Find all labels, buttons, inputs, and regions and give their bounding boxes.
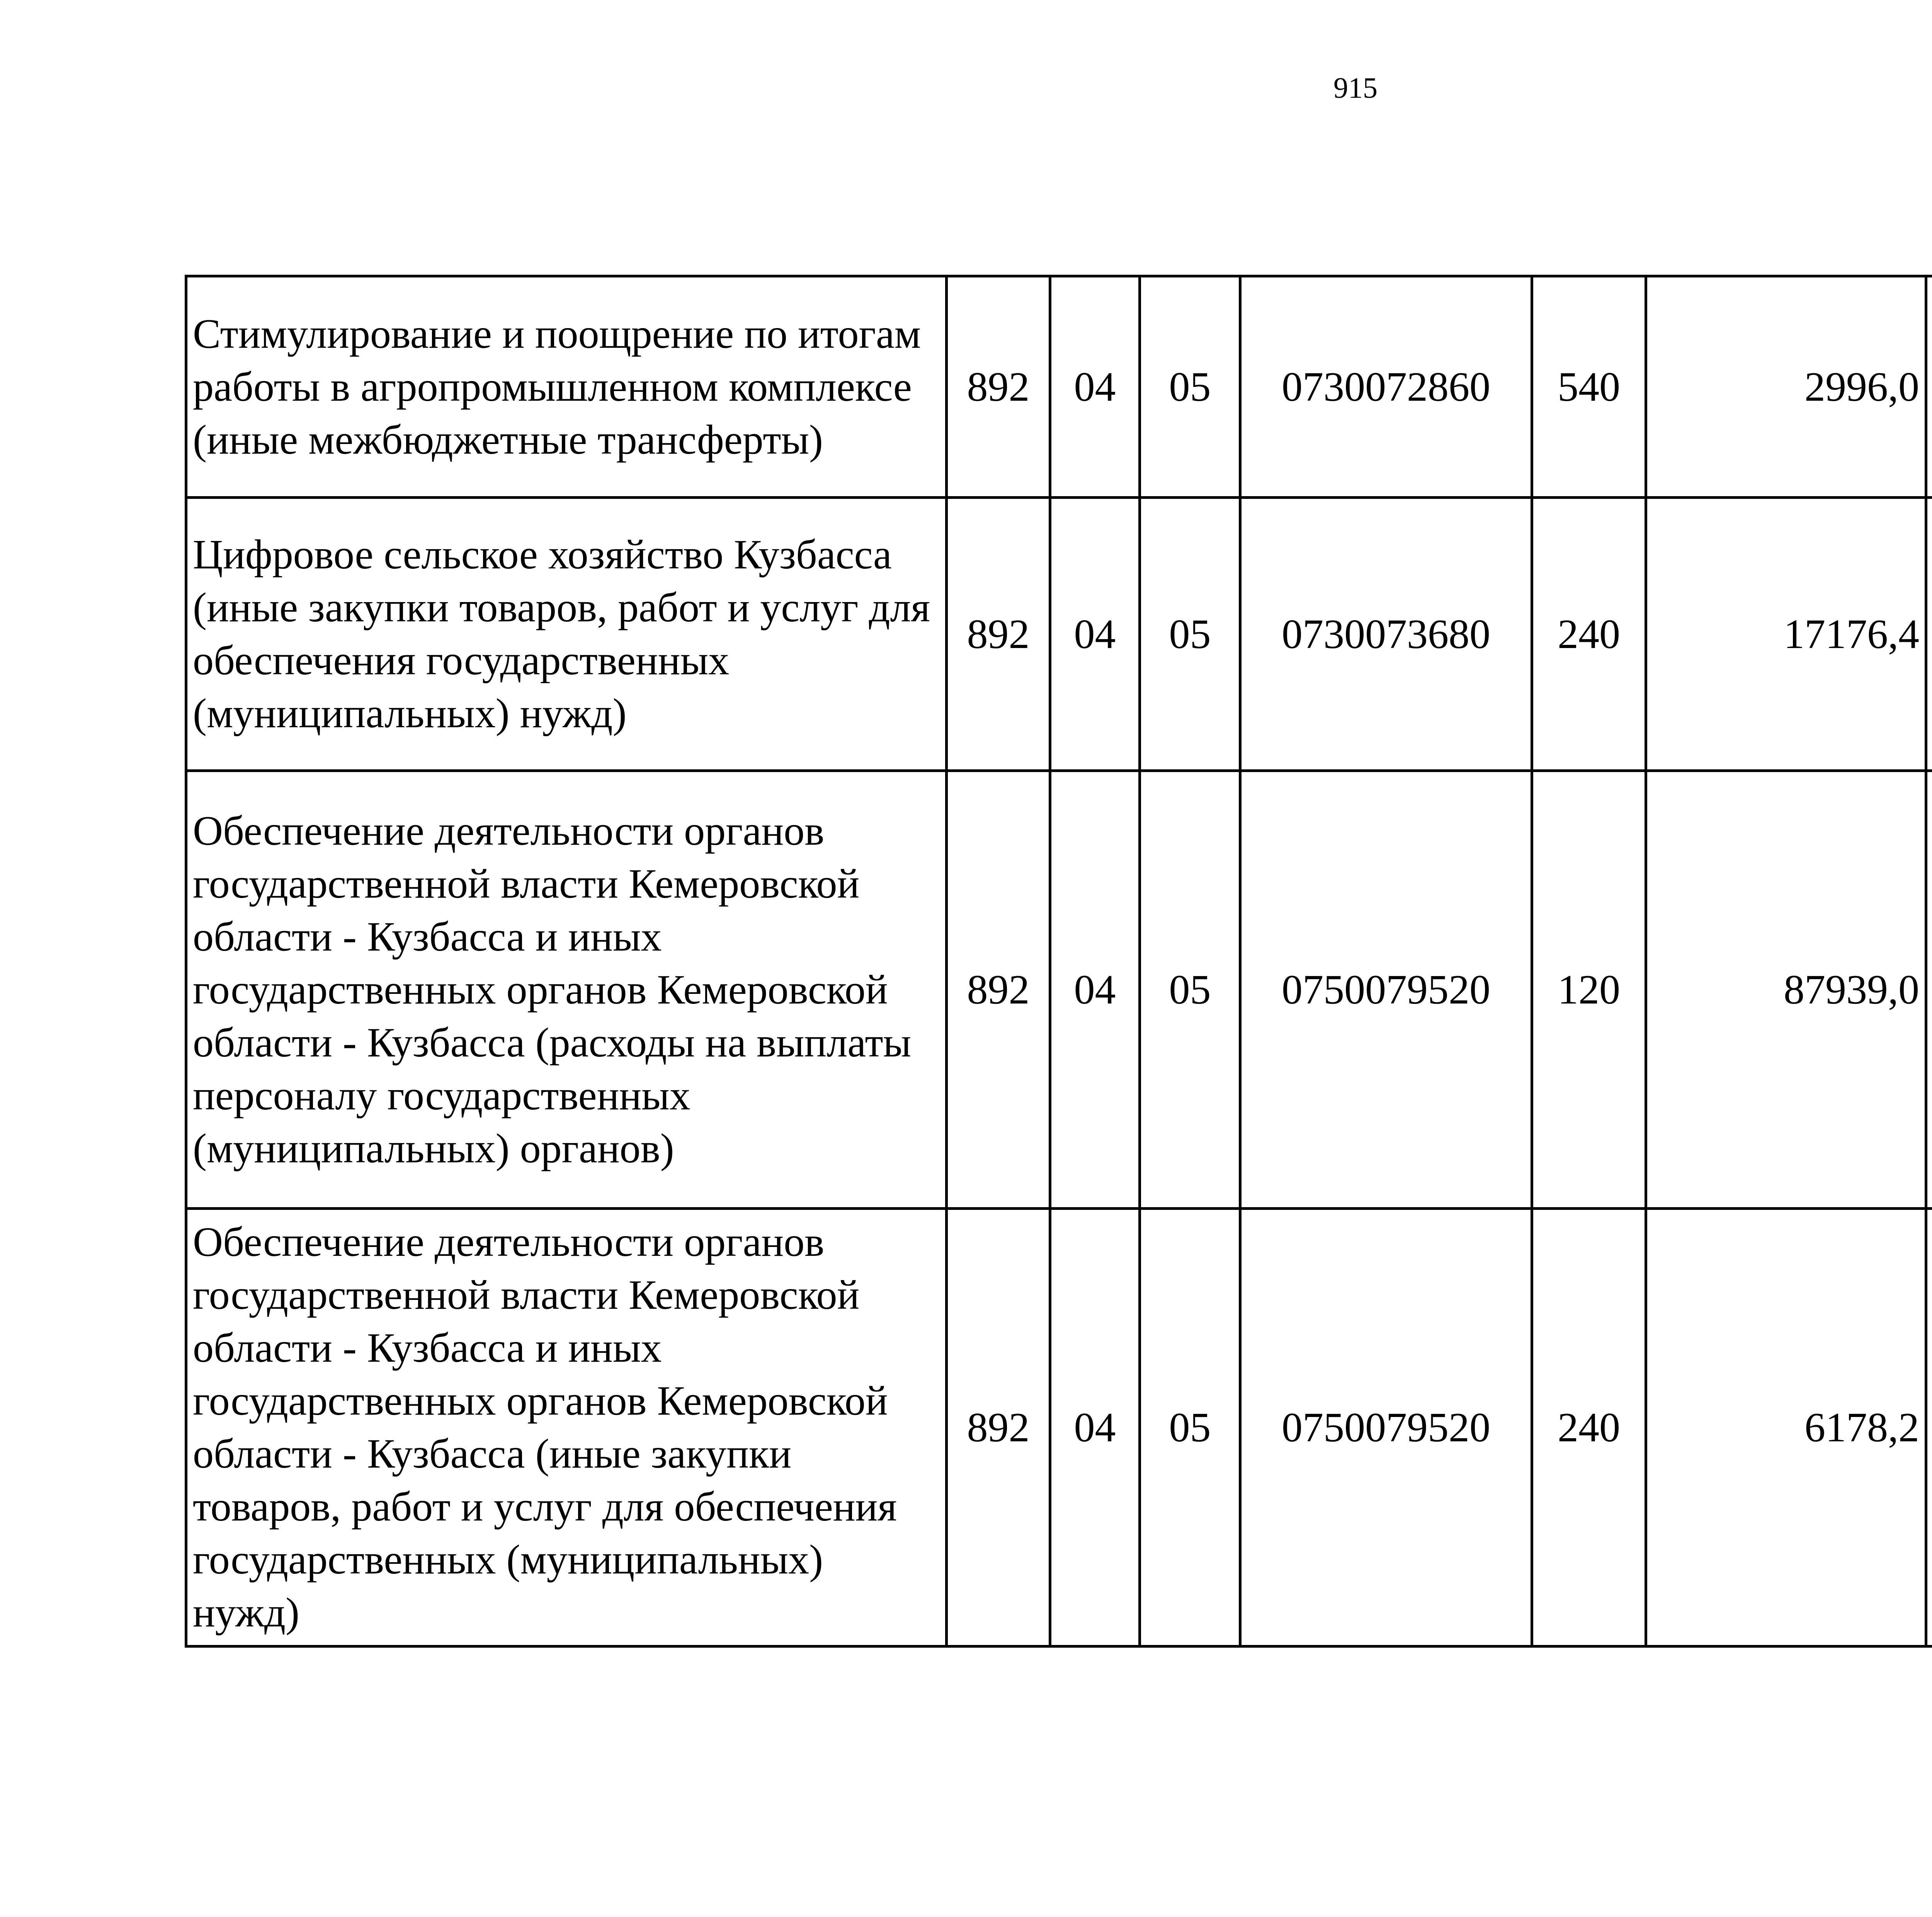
table-row (186, 498, 1932, 771)
amount-year1-cell: 6178,2 (1646, 1209, 1926, 1647)
amount-year1-cell: 2996,0 (1646, 276, 1926, 498)
description-cell: Обеспечение деятельности органов государственной власти Кемеровской области - Кузбасса и иных государственных органов Кемеровской области - Кузбасса (расходы на выплаты персоналу государственных (муниципальных) органов) (186, 771, 947, 1209)
ministry-code-cell: 892 (947, 276, 1050, 498)
ministry-code-cell: 892 (947, 498, 1050, 771)
description-cell: Цифровое сельское хозяйство Кузбасса (иные закупки товаров, работ и услуг для обеспечения государственных (муниципальных) нужд) (186, 498, 947, 771)
expense-type-cell: 120 (1532, 771, 1646, 1209)
section-code-cell: 04 (1050, 276, 1140, 498)
page-number: 915 (1333, 72, 1378, 104)
amount-year1-cell: 87939,0 (1646, 771, 1926, 1209)
ministry-code-cell: 892 (947, 771, 1050, 1209)
target-article-cell: 0750079520 (1240, 771, 1532, 1209)
subsection-code-cell: 05 (1140, 276, 1240, 498)
ministry-code-cell: 892 (947, 1209, 1050, 1647)
table-row (186, 276, 1932, 498)
target-article-cell: 0730072860 (1240, 276, 1532, 498)
section-code-cell: 04 (1050, 1209, 1140, 1647)
amount-year2-cell (1926, 771, 1932, 1209)
description-cell: Обеспечение деятельности органов государственной власти Кемеровской области - Кузбасса и иных государственных органов Кемеровской области - Кузбасса (иные закупки товаров, работ и услуг для обеспечения государственных (муниципальных) нужд) (186, 1209, 947, 1647)
amount-year2-cell (1926, 1209, 1932, 1647)
expense-type-cell: 240 (1532, 1209, 1646, 1647)
subsection-code-cell: 05 (1140, 771, 1240, 1209)
amount-year2-cell (1926, 276, 1932, 498)
subsection-code-cell: 05 (1140, 1209, 1240, 1647)
expense-type-cell: 540 (1532, 276, 1646, 498)
amount-year1-cell: 17176,4 (1646, 498, 1926, 771)
section-code-cell: 04 (1050, 498, 1140, 771)
target-article-cell: 0730073680 (1240, 498, 1532, 771)
table-row (186, 1209, 1932, 1647)
budget-table (185, 275, 1932, 1648)
description-cell: Стимулирование и поощрение по итогам работы в агропромышленном комплексе (иные межбюджетные трансферты) (186, 276, 947, 498)
subsection-code-cell: 05 (1140, 498, 1240, 771)
target-article-cell: 0750079520 (1240, 1209, 1532, 1647)
section-code-cell: 04 (1050, 771, 1140, 1209)
table-row (186, 771, 1932, 1209)
amount-year2-cell (1926, 498, 1932, 771)
expense-type-cell: 240 (1532, 498, 1646, 771)
